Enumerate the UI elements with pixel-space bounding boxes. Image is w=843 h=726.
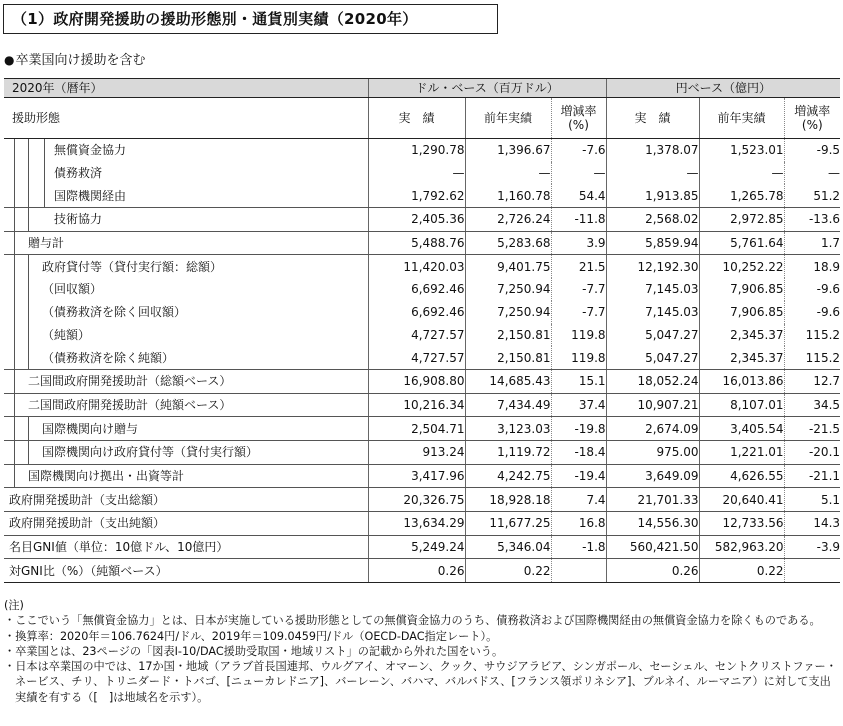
jpy-prev-cell: 7,906.85	[699, 278, 784, 301]
usd-prev-cell: 5,283.68	[465, 231, 551, 255]
indent-bar	[28, 255, 29, 278]
usd-actual-cell: 1,792.62	[368, 184, 465, 207]
jpy-prev-cell: 4,626.55	[699, 464, 784, 488]
usd-rate-cell: -7.7	[551, 278, 606, 301]
table-row	[4, 369, 840, 393]
note-item: ・ここでいう「無償資金協力」とは、日本が実施している援助形態としての無償資金協力のうち、債務救済および国際機関経由の無償資金協力を除くものである。	[4, 614, 821, 628]
row-label-cell	[4, 440, 368, 464]
row-label: 贈与計	[28, 236, 65, 251]
usd-rate-cell: 119.8	[551, 346, 606, 369]
jpy-rate-cell: -13.6	[784, 208, 840, 232]
indent-bar	[28, 301, 29, 324]
indent-bar	[28, 278, 29, 301]
jpy-prev-cell: 582,963.20	[699, 535, 784, 559]
row-label-cell	[4, 301, 368, 324]
usd-prev-cell: 1,119.72	[465, 440, 551, 464]
jpy-prev-cell: 2,345.37	[699, 324, 784, 347]
jpy-rate-cell: 12.7	[784, 369, 840, 393]
jpy-prev-cell: 7,906.85	[699, 301, 784, 324]
usd-actual-cell: —	[368, 162, 465, 185]
row-label: （債務救済を除く純額）	[42, 350, 175, 365]
usd-group-header: ドル・ベース（百万ドル）	[368, 79, 606, 98]
jpy-rate-cell: —	[784, 162, 840, 185]
indent-bar	[14, 441, 15, 464]
row-label: 政府開発援助計（支出純額）	[9, 516, 166, 531]
row-label-cell	[4, 535, 368, 559]
usd-rate-cell: 16.8	[551, 512, 606, 536]
usd-actual-cell: 16,908.80	[368, 369, 465, 393]
usd-rate-cell: 15.1	[551, 369, 606, 393]
jpy-actual-header: 実 績	[606, 98, 699, 139]
jpy-prev-cell: 20,640.41	[699, 488, 784, 512]
usd-actual-cell: 5,249.24	[368, 535, 465, 559]
jpy-rate-header	[784, 98, 840, 139]
row-label: 二国間政府開発援助計（純額ベース）	[28, 397, 232, 412]
table-row	[4, 208, 840, 232]
jpy-prev-cell: —	[699, 162, 784, 185]
indent-bar	[28, 417, 29, 440]
year-header	[4, 79, 368, 98]
table-row	[4, 162, 840, 185]
usd-actual-header: 実 績	[368, 98, 465, 139]
jpy-rate-cell: 5.1	[784, 488, 840, 512]
row-label-cell	[4, 162, 368, 185]
usd-actual-cell: 10,216.34	[368, 393, 465, 417]
indent-bar	[44, 184, 45, 207]
jpy-actual-cell: 975.00	[606, 440, 699, 464]
usd-rate-cell: -7.6	[551, 139, 606, 162]
usd-prev-cell: 7,434.49	[465, 393, 551, 417]
indent-bar	[14, 370, 15, 393]
indent-bar	[14, 162, 15, 185]
subtitle-text: 卒業国向け援助を含む	[15, 53, 146, 68]
jpy-rate-cell: 115.2	[784, 324, 840, 347]
usd-prev-cell: 5,346.04	[465, 535, 551, 559]
indent-bar	[14, 465, 15, 488]
usd-prev-cell: 2,726.24	[465, 208, 551, 232]
indent-bar	[14, 184, 15, 207]
year-label: 2020年（暦年）	[12, 81, 103, 95]
table-row	[4, 440, 840, 464]
indent-bar	[14, 208, 15, 231]
table-row	[4, 255, 840, 278]
jpy-prev-cell: 2,345.37	[699, 346, 784, 369]
jpy-rate-cell: 18.9	[784, 255, 840, 278]
table-row	[4, 184, 840, 207]
jpy-rate-cell: -21.1	[784, 464, 840, 488]
jpy-actual-cell: 3,649.09	[606, 464, 699, 488]
usd-prev-cell: 4,242.75	[465, 464, 551, 488]
row-label: （回収額）	[42, 282, 103, 297]
jpy-actual-cell: 18,052.24	[606, 369, 699, 393]
jpy-prev-cell: 1,221.01	[699, 440, 784, 464]
usd-prev-cell: 7,250.94	[465, 278, 551, 301]
usd-prev-cell: 0.22	[465, 559, 551, 583]
table-row	[4, 393, 840, 417]
row-label: 技術協力	[54, 212, 103, 227]
usd-rate-cell: 7.4	[551, 488, 606, 512]
usd-prev-cell: 9,401.75	[465, 255, 551, 278]
jpy-prev-header: 前年実績	[699, 98, 784, 139]
row-label: 名目GNI値（単位：10億ドル、10億円）	[9, 540, 229, 555]
table-row	[4, 464, 840, 488]
usd-actual-cell: 6,692.46	[368, 278, 465, 301]
page-title: （1）政府開発援助の援助形態別・通貨別実績（2020年）	[3, 4, 498, 34]
usd-actual-cell: 11,420.03	[368, 255, 465, 278]
usd-actual-cell: 6,692.46	[368, 301, 465, 324]
jpy-prev-cell: 3,405.54	[699, 417, 784, 441]
row-label-cell	[4, 346, 368, 369]
indent-bar	[28, 441, 29, 464]
usd-prev-cell: 1,396.67	[465, 139, 551, 162]
row-label: 国際機関向け贈与	[42, 421, 139, 436]
jpy-actual-cell: 7,145.03	[606, 278, 699, 301]
jpy-prev-cell: 1,265.78	[699, 184, 784, 207]
jpy-prev-cell: 12,733.56	[699, 512, 784, 536]
row-label-cell	[4, 369, 368, 393]
row-label-cell	[4, 278, 368, 301]
indent-bar	[28, 208, 29, 231]
row-label-cell	[4, 184, 368, 207]
usd-rate-cell: -7.7	[551, 301, 606, 324]
notes-head: (注)	[4, 599, 24, 612]
row-label-cell	[4, 231, 368, 255]
jpy-actual-cell: 0.26	[606, 559, 699, 583]
jpy-rate-cell: -3.9	[784, 535, 840, 559]
table-row	[4, 559, 840, 583]
jpy-prev-cell: 10,252.22	[699, 255, 784, 278]
bullet-icon: ●	[4, 53, 15, 67]
jpy-actual-cell: 21,701.33	[606, 488, 699, 512]
notes	[4, 598, 840, 705]
indent-bar	[14, 139, 15, 162]
jpy-actual-cell: 1,913.85	[606, 184, 699, 207]
usd-rate-cell: -1.8	[551, 535, 606, 559]
table-row	[4, 512, 840, 536]
usd-rate-cell: -19.4	[551, 464, 606, 488]
indent-bar	[44, 162, 45, 185]
usd-actual-cell: 2,405.36	[368, 208, 465, 232]
indent-bar	[14, 394, 15, 417]
usd-rate-cell	[551, 559, 606, 583]
indent-bar	[14, 255, 15, 278]
usd-actual-cell: 4,727.57	[368, 324, 465, 347]
usd-actual-cell: 20,326.75	[368, 488, 465, 512]
indent-bar	[28, 324, 29, 347]
row-label-cell	[4, 393, 368, 417]
jpy-actual-cell: 5,047.27	[606, 346, 699, 369]
row-label: （純額）	[42, 327, 91, 342]
note-item: ・日本は卒業国の中では、17か国・地域（アラブ首長国連邦、ウルグアイ、オマーン、クック、サウジアラビア、シンガポール、セーシェル、セントクリストファー・ネービス、チリ、トリニダード・トバゴ、[ニューカレドニア]、バーレーン、バハマ、バルバドス、[フランス領ポリネシア]、ブルネイ、ルーマニア）に対して支出実績を有する（[ ]は地域名を示す）。	[4, 660, 837, 704]
usd-actual-cell: 13,634.29	[368, 512, 465, 536]
usd-prev-cell: 3,123.03	[465, 417, 551, 441]
jpy-actual-cell: 7,145.03	[606, 301, 699, 324]
row-label: 国際機関向け政府貸付等（貸付実行額）	[42, 445, 259, 460]
usd-prev-cell: 2,150.81	[465, 346, 551, 369]
table-row	[4, 535, 840, 559]
indent-bar	[14, 232, 15, 255]
usd-prev-cell: 11,677.25	[465, 512, 551, 536]
row-label: 債務救済	[54, 166, 103, 181]
form-label: 援助形態	[12, 111, 61, 125]
usd-prev-cell: 2,150.81	[465, 324, 551, 347]
usd-prev-cell: 14,685.43	[465, 369, 551, 393]
usd-rate-header	[551, 98, 606, 139]
jpy-group-header: 円ベース（億円）	[606, 79, 840, 98]
jpy-rate-cell: 115.2	[784, 346, 840, 369]
rate-label: 増減率	[560, 104, 597, 118]
table-row	[4, 324, 840, 347]
jpy-prev-cell: 8,107.01	[699, 393, 784, 417]
jpy-rate-cell: -9.6	[784, 278, 840, 301]
jpy-rate-cell: -9.5	[784, 139, 840, 162]
usd-actual-cell: 4,727.57	[368, 346, 465, 369]
usd-prev-header: 前年実績	[465, 98, 551, 139]
row-label-cell	[4, 255, 368, 278]
usd-actual-cell: 3,417.96	[368, 464, 465, 488]
note-item: ・卒業国とは、23ページの「図表Ⅰ-10/DAC援助受取国・地域リスト」の記載から外れた国をいう。	[4, 644, 504, 658]
usd-rate-cell: -18.4	[551, 440, 606, 464]
jpy-rate-cell: -20.1	[784, 440, 840, 464]
usd-rate-cell: 37.4	[551, 393, 606, 417]
usd-rate-cell: 21.5	[551, 255, 606, 278]
row-label-cell	[4, 488, 368, 512]
table-row	[4, 417, 840, 441]
usd-prev-cell: 18,928.18	[465, 488, 551, 512]
jpy-actual-cell: 5,859.94	[606, 231, 699, 255]
usd-actual-cell: 2,504.71	[368, 417, 465, 441]
jpy-actual-cell: 560,421.50	[606, 535, 699, 559]
table-row	[4, 139, 840, 162]
row-label: 二国間政府開発援助計（総額ベース）	[28, 374, 232, 389]
jpy-actual-cell: 12,192.30	[606, 255, 699, 278]
row-label-cell	[4, 512, 368, 536]
indent-bar	[14, 417, 15, 440]
usd-rate-cell: -11.8	[551, 208, 606, 232]
jpy-rate-cell: -21.5	[784, 417, 840, 441]
indent-bar	[28, 184, 29, 207]
usd-rate-cell: 54.4	[551, 184, 606, 207]
rate-unit: (%)	[568, 118, 589, 132]
jpy-actual-cell: —	[606, 162, 699, 185]
jpy-prev-cell: 1,523.01	[699, 139, 784, 162]
row-label: （債務救済を除く回収額）	[42, 305, 187, 320]
indent-bar	[28, 346, 29, 369]
jpy-prev-cell: 5,761.64	[699, 231, 784, 255]
usd-actual-cell: 5,488.76	[368, 231, 465, 255]
header-row-1	[4, 79, 840, 98]
note-item: ・換算率：2020年＝106.7624円/ドル、2019年＝109.0459円/ドル（OECD-DAC指定レート）。	[4, 629, 498, 643]
usd-prev-cell: 1,160.78	[465, 184, 551, 207]
usd-rate-cell: -19.8	[551, 417, 606, 441]
jpy-actual-cell: 14,556.30	[606, 512, 699, 536]
subtitle	[4, 51, 146, 70]
usd-actual-cell: 0.26	[368, 559, 465, 583]
jpy-actual-cell: 2,674.09	[606, 417, 699, 441]
table-row	[4, 488, 840, 512]
indent-bar	[28, 139, 29, 162]
jpy-rate-cell: 51.2	[784, 184, 840, 207]
indent-bar	[14, 346, 15, 369]
oda-table	[4, 78, 840, 583]
table-row	[4, 278, 840, 301]
table-row	[4, 346, 840, 369]
row-label-cell	[4, 464, 368, 488]
jpy-prev-cell: 0.22	[699, 559, 784, 583]
row-label-cell	[4, 324, 368, 347]
jpy-actual-cell: 10,907.21	[606, 393, 699, 417]
table-row	[4, 301, 840, 324]
jpy-rate-cell: 34.5	[784, 393, 840, 417]
indent-bar	[28, 162, 29, 185]
indent-bar	[14, 301, 15, 324]
table-row	[4, 231, 840, 255]
usd-rate-cell: —	[551, 162, 606, 185]
jpy-prev-cell: 16,013.86	[699, 369, 784, 393]
jpy-actual-cell: 1,378.07	[606, 139, 699, 162]
rate-label: 増減率	[794, 104, 831, 118]
jpy-rate-cell	[784, 559, 840, 583]
usd-rate-cell: 119.8	[551, 324, 606, 347]
jpy-actual-cell: 2,568.02	[606, 208, 699, 232]
row-label-cell	[4, 208, 368, 232]
jpy-rate-cell: -9.6	[784, 301, 840, 324]
indent-bar	[14, 324, 15, 347]
usd-prev-cell: —	[465, 162, 551, 185]
row-label: 政府開発援助計（支出総額）	[9, 492, 166, 507]
jpy-rate-cell: 14.3	[784, 512, 840, 536]
row-label-cell	[4, 417, 368, 441]
usd-actual-cell: 1,290.78	[368, 139, 465, 162]
row-label: 対GNI比（%）（純額ベース）	[9, 563, 168, 578]
row-label-cell	[4, 139, 368, 162]
row-label: 政府貸付等（貸付実行額：総額）	[42, 259, 223, 274]
row-label: 無償資金協力	[54, 143, 127, 158]
rate-unit: (%)	[801, 118, 823, 132]
indent-bar	[44, 139, 45, 162]
row-label: 国際機関経由	[54, 188, 127, 203]
jpy-rate-cell: 1.7	[784, 231, 840, 255]
usd-rate-cell: 3.9	[551, 231, 606, 255]
jpy-prev-cell: 2,972.85	[699, 208, 784, 232]
form-header	[4, 98, 368, 139]
jpy-actual-cell: 5,047.27	[606, 324, 699, 347]
row-label-cell	[4, 559, 368, 583]
indent-bar	[14, 278, 15, 301]
usd-actual-cell: 913.24	[368, 440, 465, 464]
header-row-2	[4, 98, 840, 139]
usd-prev-cell: 7,250.94	[465, 301, 551, 324]
row-label: 国際機関向け拠出・出資等計	[28, 468, 185, 483]
